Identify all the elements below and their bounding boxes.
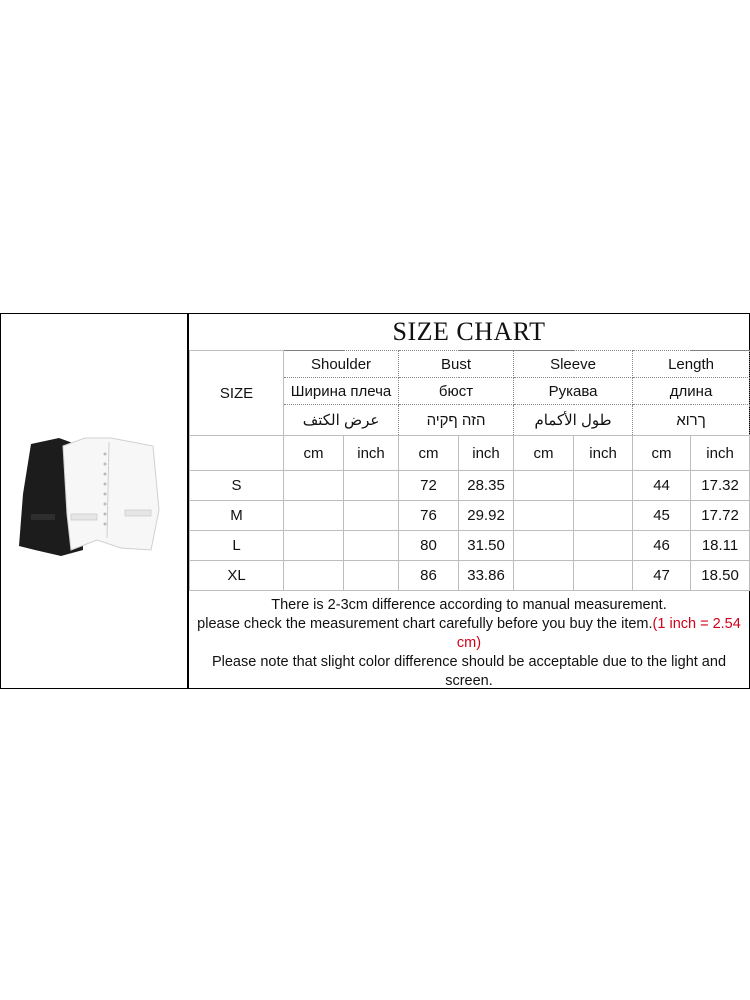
table-row	[190, 501, 750, 531]
bust-inch-cell: 33.86	[459, 561, 514, 591]
vest-illustration	[1, 314, 187, 688]
sleeve-ru: Рукава	[514, 378, 633, 405]
length-inch-cell: 18.11	[691, 531, 750, 561]
shoulder-ru: Ширина плеча	[284, 378, 399, 405]
sleeve-inch-cell	[574, 561, 633, 591]
bust-he: הזה ףקיה	[399, 405, 514, 436]
units-blank	[190, 436, 284, 471]
bust-cm-cell: 76	[399, 501, 459, 531]
sleeve-cm-cell	[514, 471, 574, 501]
length-cm-cell: 45	[633, 501, 691, 531]
inch-conversion-note: (1 inch = 2.54 cm)	[456, 616, 741, 651]
unit-cell: cm	[514, 436, 574, 471]
chart-title: SIZE CHART	[189, 314, 749, 351]
note-line-1: There is 2-3cm difference according to manual measurement.	[271, 597, 667, 613]
shoulder-cm-cell	[284, 561, 344, 591]
size-cell: XL	[190, 561, 284, 591]
bust-inch-cell: 29.92	[459, 501, 514, 531]
unit-cell: inch	[459, 436, 514, 471]
size-cell: S	[190, 471, 284, 501]
size-header: SIZE	[190, 351, 284, 436]
bust-inch-cell: 31.50	[459, 531, 514, 561]
table-row	[190, 471, 750, 501]
shoulder-cm-cell	[284, 501, 344, 531]
shoulder-ar: عرض الكتف	[284, 405, 399, 436]
white-vest	[63, 438, 159, 550]
unit-cell: cm	[284, 436, 344, 471]
shoulder-cm-cell	[284, 531, 344, 561]
shoulder-cm-cell	[284, 471, 344, 501]
unit-cell: inch	[574, 436, 633, 471]
unit-cell: inch	[344, 436, 399, 471]
unit-cell: cm	[633, 436, 691, 471]
size-table	[189, 350, 750, 591]
bust-cm-cell: 86	[399, 561, 459, 591]
sleeve-header: Sleeve	[514, 351, 633, 378]
bust-cm-cell: 72	[399, 471, 459, 501]
unit-cell: cm	[399, 436, 459, 471]
sleeve-inch-cell	[574, 471, 633, 501]
units-row	[190, 436, 750, 471]
length-inch-cell: 17.32	[691, 471, 750, 501]
note-line-2	[189, 615, 749, 653]
table-row	[190, 531, 750, 561]
shoulder-inch-cell	[344, 561, 399, 591]
length-cm-cell: 46	[633, 531, 691, 561]
bust-header: Bust	[399, 351, 514, 378]
length-header: Length	[633, 351, 750, 378]
size-chart	[189, 314, 749, 688]
size-cell: M	[190, 501, 284, 531]
note-line-3: Please note that slight color difference should be acceptable due to the light and screen.	[211, 654, 727, 689]
unit-cell: inch	[691, 436, 750, 471]
shoulder-inch-cell	[344, 501, 399, 531]
bust-ru: бюст	[399, 378, 514, 405]
bust-cm-cell: 80	[399, 531, 459, 561]
bust-inch-cell: 28.35	[459, 471, 514, 501]
sleeve-inch-cell	[574, 531, 633, 561]
length-cm-cell: 47	[633, 561, 691, 591]
sleeve-cm-cell	[514, 561, 574, 591]
sleeve-inch-cell	[574, 501, 633, 531]
sleeve-ar: طول الأكمام	[514, 405, 633, 436]
length-he: ךרוא	[633, 405, 750, 436]
table-row	[190, 561, 750, 591]
length-cm-cell: 44	[633, 471, 691, 501]
size-cell: L	[190, 531, 284, 561]
product-photo	[1, 314, 189, 688]
note-line-2-text: please check the measurement chart carefully before you buy the item.	[197, 616, 653, 632]
shoulder-inch-cell	[344, 471, 399, 501]
length-ru: длина	[633, 378, 750, 405]
sleeve-cm-cell	[514, 501, 574, 531]
length-inch-cell: 18.50	[691, 561, 750, 591]
shoulder-inch-cell	[344, 531, 399, 561]
measurement-notes	[189, 595, 749, 689]
shoulder-header: Shoulder	[284, 351, 399, 378]
sleeve-cm-cell	[514, 531, 574, 561]
header-row-en	[190, 351, 750, 378]
length-inch-cell: 17.72	[691, 501, 750, 531]
